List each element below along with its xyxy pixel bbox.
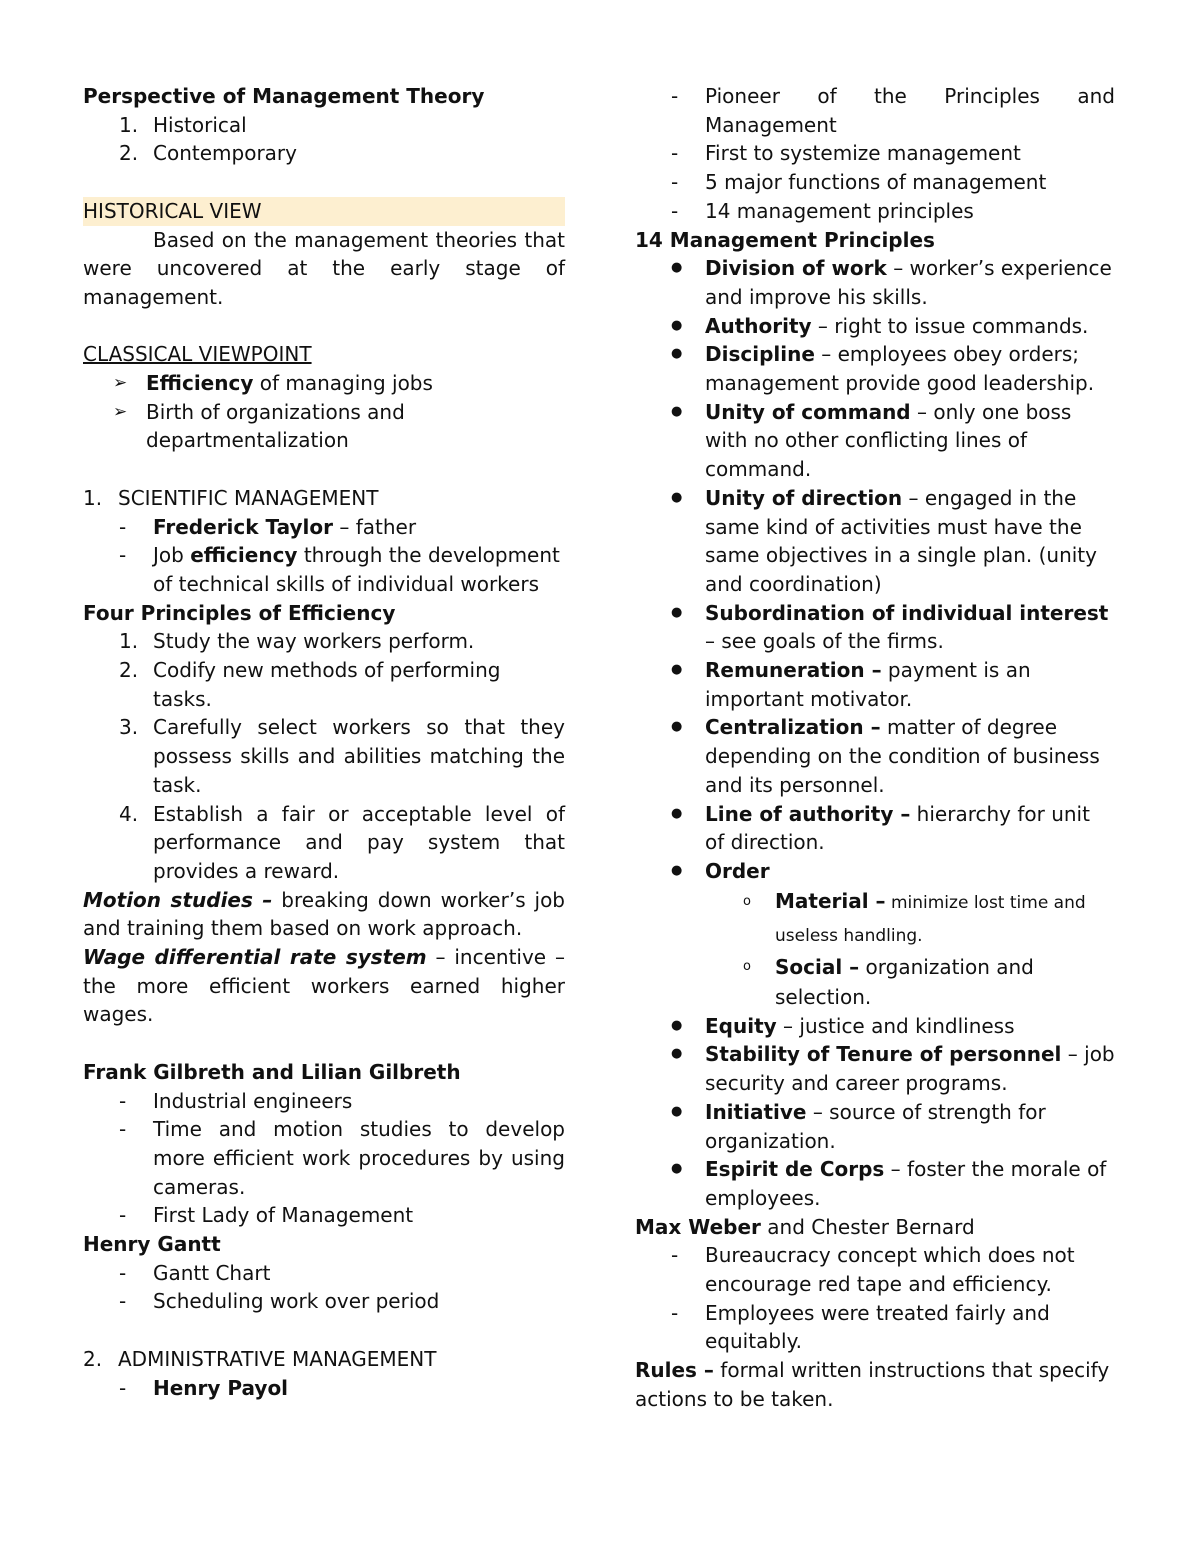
principle-item: ● Stability of Tenure of personnel – job security and career programs. xyxy=(671,1042,1115,1096)
section-heading: Henry Gantt xyxy=(83,1232,221,1257)
bullet-icon: ● xyxy=(671,719,683,735)
list-item: - Job efficiency through the development of technical skills of individual workers xyxy=(119,543,560,596)
circle-bullet-icon: o xyxy=(743,958,751,974)
section-heading: 14 Management Principles xyxy=(635,227,935,252)
historical-text: Based on the management theories that were uncovered at the early stage of management. xyxy=(83,227,565,309)
bullet-icon: ● xyxy=(671,662,683,678)
list-item: - 14 management principles xyxy=(671,198,974,223)
principle-item: ● Initiative – source of strength for organization. xyxy=(671,1099,1046,1153)
principle-item: ● Unity of direction – engaged in the same kind of activities must have the same objectives in a single plan. (unity and coordination) xyxy=(671,485,1097,596)
page-title: Perspective of Management Theory xyxy=(83,84,485,108)
list-item: 1. Study the way workers perform. xyxy=(119,629,475,654)
order-subitem: o Material – minimize lost time and useless handling. xyxy=(635,886,1115,952)
section-heading: Four Principles of Efficiency xyxy=(83,600,396,625)
historical-heading: HISTORICAL VIEW xyxy=(83,197,565,226)
circle-bullet-icon: o xyxy=(743,893,751,909)
bullet-icon: ● xyxy=(671,1161,683,1177)
principle-item: ● Equity – justice and kindliness xyxy=(635,1012,1115,1041)
list-item: - 5 major functions of management xyxy=(671,170,1047,195)
list-item: - Employees were treated fairly and equitably. xyxy=(671,1300,1050,1354)
bullet-icon: ● xyxy=(671,805,683,821)
list-item: - Henry Payol xyxy=(119,1375,289,1400)
list-item: 2. Contemporary xyxy=(119,141,297,166)
list-item: 3. Carefully select workers so that they possess skills and abilities matching the task. xyxy=(119,715,565,797)
list-item: - Time and motion studies to develop more efficient work procedures by using cameras. xyxy=(119,1117,565,1199)
principle-item: ● Authority – right to issue commands. xyxy=(635,312,1115,341)
bullet-icon: ● xyxy=(671,317,683,333)
principle-item: ● Unity of command – only one boss with no other conflicting lines of command. xyxy=(671,399,1072,482)
principle-item: ● Remuneration – payment is an important motivator. xyxy=(671,658,1031,711)
list-item: - Bureaucracy concept which does not encourage red tape and efficiency. xyxy=(671,1243,1075,1297)
wage-system: Wage differential rate system – incentive – the more efficient workers earned higher wages. xyxy=(83,945,565,1027)
list-item: - Frederick Taylor – father xyxy=(119,514,417,539)
section-heading: Frank Gilbreth and Lilian Gilbreth xyxy=(83,1059,461,1084)
arrow-bullet-icon: ➢ xyxy=(113,401,128,422)
principle-item: ● Centralization – matter of degree depending on the condition of business and its personnel. xyxy=(671,715,1100,797)
list-item: - Industrial engineers xyxy=(119,1088,353,1113)
bullet-icon: ● xyxy=(671,604,683,620)
bullet-icon: ● xyxy=(671,1017,683,1033)
bullet-icon: ● xyxy=(671,1046,683,1062)
principle-item: ● Subordination of individual interest – see goals of the firms. xyxy=(671,600,1109,654)
section-heading: 1. SCIENTIFIC MANAGEMENT xyxy=(83,485,379,510)
principle-item: ● Espirit de Corps – foster the morale of employees. xyxy=(671,1157,1107,1210)
bullet-icon: ● xyxy=(671,489,683,505)
list-item: 1. Historical xyxy=(119,112,247,137)
list-item: - Pioneer of the Principles and Management xyxy=(671,84,1115,137)
bullet-icon: ● xyxy=(671,862,683,878)
rules-text: Rules – formal written instructions that specify actions to be taken. xyxy=(635,1358,1110,1411)
bullet-icon: ● xyxy=(671,1103,683,1119)
order-subitem: o Social – organization and selection. xyxy=(635,952,1115,1012)
list-item: ➢ Birth of organizations and departmentalization xyxy=(113,399,405,453)
motion-studies: Motion studies – breaking down worker’s job and training them based on work approach. xyxy=(83,887,566,941)
list-item: 4. Establish a fair or acceptable level of performance and pay system that provides a reward. xyxy=(119,801,565,883)
list-item: 2. Codify new methods of performing tasks. xyxy=(119,658,501,711)
list-item: - First to systemize management xyxy=(671,141,1021,166)
list-item: - Gantt Chart xyxy=(119,1260,271,1285)
list-item: - First Lady of Management xyxy=(119,1203,414,1228)
classical-heading: CLASSICAL VIEWPOINT xyxy=(83,342,312,367)
principle-item: ● Division of work – worker’s experience and improve his skills. xyxy=(671,256,1112,309)
bullet-icon: ● xyxy=(671,346,683,362)
bullet-icon: ● xyxy=(671,260,683,276)
list-item: - Scheduling work over period xyxy=(119,1289,440,1314)
principle-item: ● Discipline – employees obey orders; management provide good leadership. xyxy=(671,342,1095,396)
principle-item: ● Line of authority – hierarchy for unit of direction. xyxy=(671,801,1090,855)
principle-item: ● Order xyxy=(635,857,1115,886)
arrow-bullet-icon: ➢ xyxy=(113,373,128,393)
section-heading: 2. ADMINISTRATIVE MANAGEMENT xyxy=(83,1346,437,1371)
list-item: ➢ Efficiency of managing jobs xyxy=(83,369,565,398)
left-column xyxy=(83,82,565,1402)
bullet-icon: ● xyxy=(671,403,683,419)
right-column xyxy=(635,82,1115,1414)
weber-heading: Max Weber and Chester Bernard xyxy=(635,1214,975,1239)
